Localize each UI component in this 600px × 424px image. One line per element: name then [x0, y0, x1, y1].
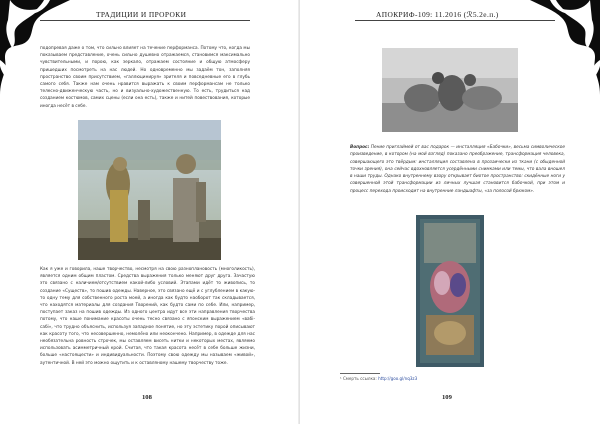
page-number-left: 108	[142, 394, 152, 401]
body-paragraph-top: подопревая даже о том, что сильно влияет на течение перформанса. Потому что, когда мы показываем представление, очень сильно душевно отражаемся, становимся максимально чувствительными, и порою, как зеркало, отражаем состояние и общую атмосферу пришедших посмотреть на нас людей. Но одновременно мы задаём тон, заполняя пространство своим присутствием, «галлюцинируя» зрителя и повседневные его в глубь самого себя. Также нам очень нравится выражать к своим перформансам не только телесно-движенческую часть, но и визуально-художественную. То есть, трудиться над созданием костюмов, самих сцены (если она есть), также и нитей повествования, которые иногда несёт в себе.	[40, 46, 250, 109]
body-paragraph-bottom: Как я уже и говорила, наше творчество, несмотря на свою разноплановость (многоликость), является одним общим пластом. Средства выражения только меняют друг друга. Зачастую это связано с наличием/отсутствием какой-либо условий. Этапами идёт то живопись, то создание «Существ», то пошив одежды. Наверное, это связано ещё и с углублением в какую-то одну тему для собственного роста моей, а иногда как будто наоборот так складывается, что находятся материалы для создания Творений, как будто сами по себе. Или, например, поступает заказ на пошив одежды. Из одного центра идут все эти направления творчества потому, что наше понимание красоты очень тесно связано с японским выражением «вабі-сабі», что трудно объяснить, используя западное понятие, но эту эстетику порой описывают как красоту того, что несовершенно, немолёно или неокончено. Например, в одежде для нас необязательна ровность строчек, мы оставляем висеть нитки и некоторых местах, являемо использовать асимметричный крой. Считая, что такая красота несёт в себе больше жизни, больше «настоящести» и индивидуальности. Поэтому свою одежду мы называем «живой», аутентичной. В ней это можно ощутить и к оставляному нашему творчеству тоже.	[40, 267, 255, 366]
footnote-prefix: ¹ Смерть ссылка:	[340, 376, 377, 381]
footnote-link[interactable]: http://goo.gl/nq3z3	[378, 376, 418, 381]
right-page	[300, 0, 600, 424]
page-number-right: 109	[442, 394, 452, 401]
question-label: Вопрос:	[350, 145, 370, 150]
question-text: Пение приглаймей от вас подарок — инсталляция «Бабочки», весьма символическое произведение, в котором (на мой взгляд) показано преображение, трансформация человека, совершающего это твёрдым: инсталляция составлена в прозаически из ткани (с обыденной точки зрения), она сейчас вдохновляется усердёнными снимками или темы, что вала вношел в наши труды. Однако внутреннему взору открывает биотое пространство: скидённые ноги у совершенной этой трансформации из личных лучшая становится бабочкой, при этом и процесс перехода происходит на внутренние ландшафты, «за полосой брюком».	[350, 145, 565, 194]
tribal-ornament-right	[530, 0, 600, 95]
footnote	[340, 376, 417, 381]
interview-question	[350, 144, 565, 195]
header-rule	[355, 20, 555, 21]
running-head-left: ТРАДИЦИИ И ПРОРОКИ	[96, 10, 187, 19]
bw-figures-photo	[382, 48, 518, 132]
butterfly-installation-photo	[416, 215, 484, 367]
footnote-divider	[340, 373, 380, 374]
running-head-right: АПОКРИФ-109: 11.2016 (ℛ5.2е.п.)	[376, 10, 499, 19]
header-rule	[40, 20, 250, 21]
performers-photo	[78, 120, 221, 260]
